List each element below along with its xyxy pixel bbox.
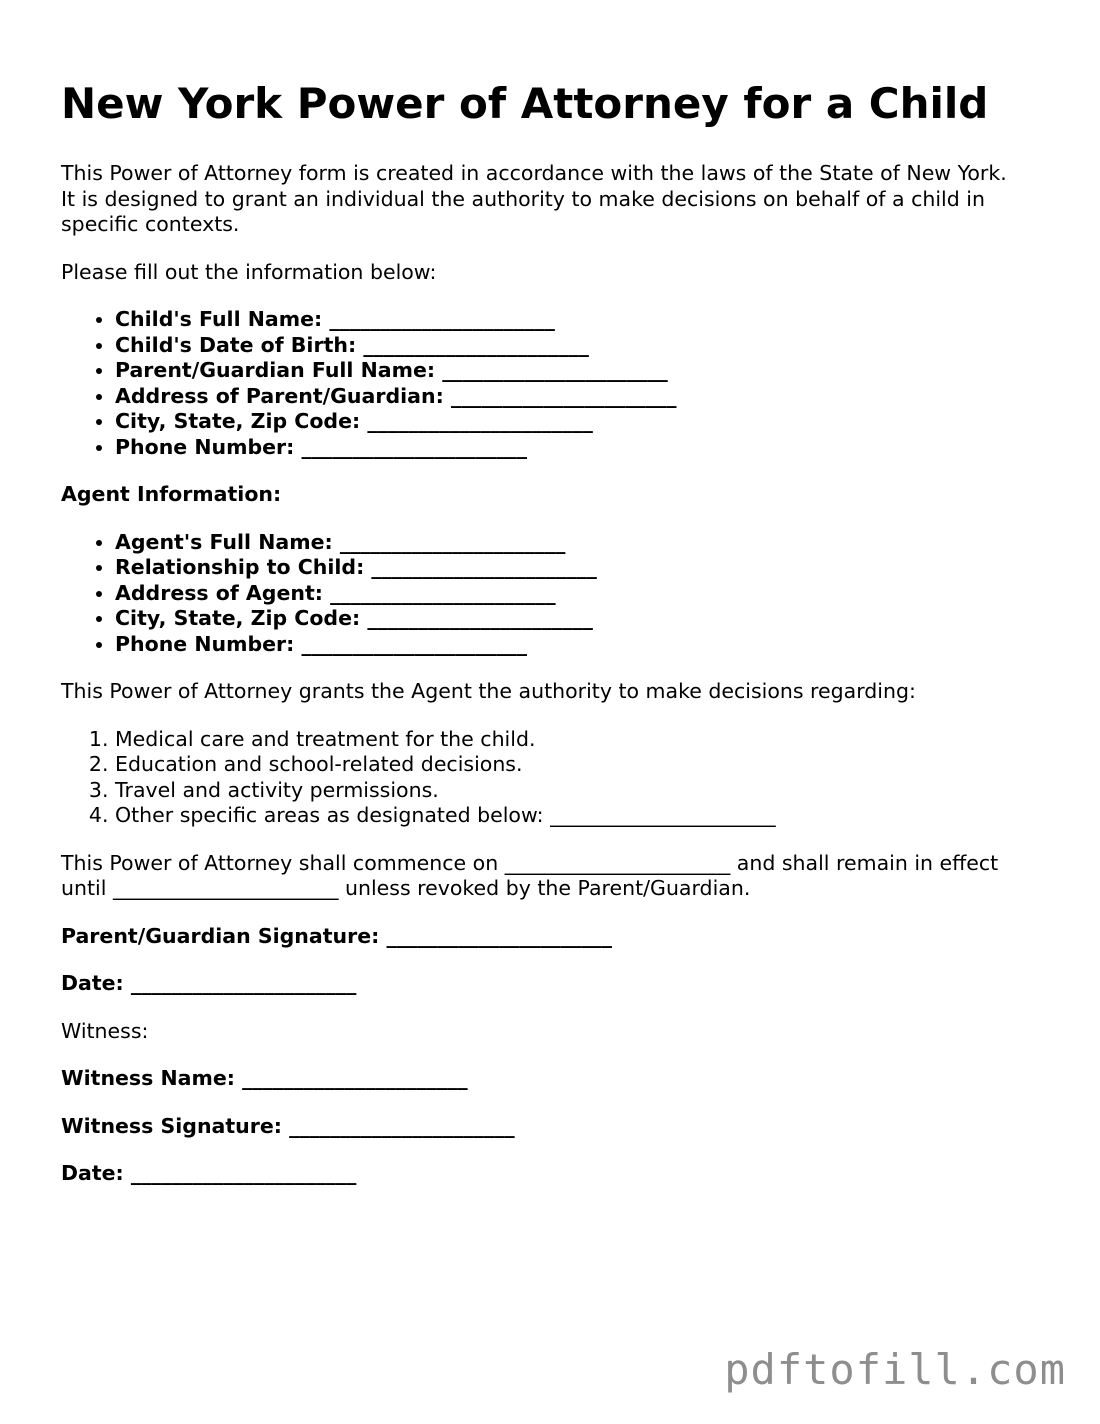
agent-heading: Agent Information:	[61, 482, 282, 506]
parent-signature-blank[interactable]: ______________________	[386, 923, 612, 948]
blank-line[interactable]: ______________________	[450, 383, 677, 408]
fill-prompt: Please fill out the information below:	[61, 259, 437, 284]
authority-item-text: Other specific areas as designated below:	[115, 803, 544, 827]
list-item	[115, 384, 1041, 410]
witness-signature-blank[interactable]: ______________________	[289, 1113, 515, 1138]
field-label: Parent/Guardian Full Name:	[115, 358, 436, 382]
parent-date-line	[61, 971, 1041, 997]
agent-info-list	[61, 530, 1041, 658]
blank-line[interactable]: ______________________	[371, 555, 597, 579]
list-item	[115, 778, 1041, 804]
list-item	[115, 530, 1041, 556]
term-paragraph	[61, 851, 1041, 902]
witness-name-line	[61, 1066, 1041, 1092]
list-item	[115, 409, 1041, 435]
authority-item-text: Medical care and treatment for the child.	[115, 726, 536, 751]
blank-line[interactable]: ______________________	[550, 803, 776, 827]
field-label: Witness Signature:	[61, 1113, 282, 1138]
list-item	[115, 333, 1041, 359]
field-label: Child's Full Name:	[115, 307, 323, 331]
document-title: New York Power of Attorney for a Child	[61, 79, 989, 128]
blank-line[interactable]: ______________________	[367, 409, 593, 433]
list-item	[115, 803, 1041, 829]
child-info-list	[61, 307, 1041, 460]
document-page	[61, 78, 1041, 1209]
authority-item-text: Education and school-related decisions.	[115, 752, 523, 776]
field-label: Witness Name:	[61, 1066, 235, 1090]
term-text-3: unless revoked by the Parent/Guardian.	[344, 876, 751, 900]
field-label: Parent/Guardian Signature:	[61, 923, 380, 948]
field-label: Agent's Full Name:	[115, 529, 333, 554]
term-text-1: This Power of Attorney shall commence on	[61, 850, 499, 875]
witness-date-blank[interactable]: ______________________	[130, 1161, 357, 1185]
witness-name-blank[interactable]: ______________________	[242, 1066, 468, 1090]
list-item	[115, 727, 1041, 753]
list-item	[115, 555, 1041, 581]
field-label: Child's Date of Birth:	[115, 332, 357, 357]
field-label: Phone Number:	[115, 434, 295, 459]
parent-date-blank[interactable]: ______________________	[130, 971, 357, 995]
list-item	[115, 632, 1041, 658]
commence-date-blank[interactable]: ______________________	[504, 850, 731, 875]
field-label: Address of Parent/Guardian:	[115, 383, 444, 408]
blank-line[interactable]: ______________________	[367, 606, 593, 630]
field-label: Phone Number:	[115, 631, 295, 656]
blank-line[interactable]: ______________________	[301, 434, 527, 459]
blank-line[interactable]: ______________________	[329, 307, 555, 331]
authority-intro: This Power of Attorney grants the Agent the authority to make decisions regarding:	[61, 679, 916, 703]
field-label: Date:	[61, 1161, 124, 1185]
blank-line[interactable]: ______________________	[339, 529, 566, 554]
blank-line[interactable]: ______________________	[330, 580, 556, 605]
blank-line[interactable]: ______________________	[301, 631, 527, 656]
field-label: City, State, Zip Code:	[115, 409, 361, 433]
blank-line[interactable]: ______________________	[363, 332, 589, 357]
list-item	[115, 307, 1041, 333]
list-item	[115, 606, 1041, 632]
list-item	[115, 435, 1041, 461]
field-label: Relationship to Child:	[115, 555, 365, 579]
blank-line[interactable]: ______________________	[442, 358, 668, 382]
parent-signature-line	[61, 924, 1041, 950]
authority-item-text: Travel and activity permissions.	[115, 777, 439, 802]
witness-heading: Witness:	[61, 1018, 149, 1043]
intro-paragraph: This Power of Attorney form is created in accordance with the laws of the State of New York. It is designed to grant an individual the authority to make decisions on behalf of a child in specific contexts.	[61, 161, 1007, 236]
field-label: Date:	[61, 971, 124, 995]
witness-date-line	[61, 1161, 1041, 1187]
authority-list	[61, 727, 1041, 829]
list-item	[115, 752, 1041, 778]
field-label: City, State, Zip Code:	[115, 606, 361, 630]
end-date-blank[interactable]: ______________________	[112, 876, 339, 900]
watermark-text: pdftofill.com	[724, 1345, 1066, 1394]
field-label: Address of Agent:	[115, 580, 323, 605]
list-item	[115, 358, 1041, 384]
term-text-2: and shall remain in effect until	[61, 850, 999, 900]
list-item	[115, 581, 1041, 607]
witness-signature-line	[61, 1114, 1041, 1140]
